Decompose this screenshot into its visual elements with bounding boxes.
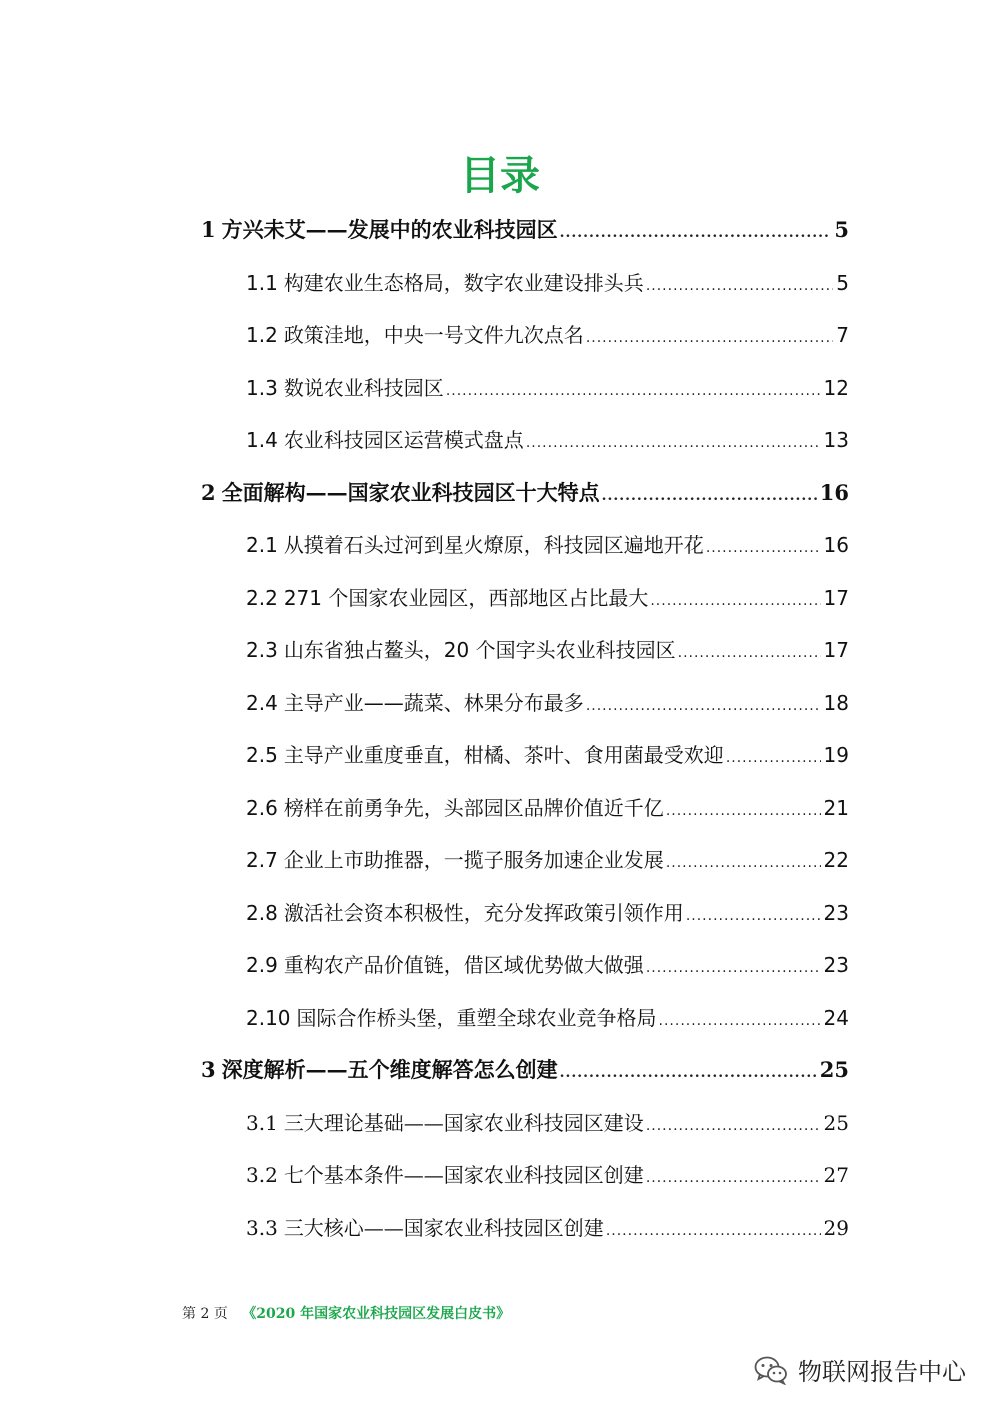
toc-leader-dots (446, 373, 821, 409)
footer-page-number: 第 2 页 (182, 1306, 228, 1322)
toc-entry-page: 16 (823, 533, 849, 557)
toc-leader-dots (646, 268, 833, 304)
toc-entry-title: 七个基本条件——国家农业科技园区创建 (283, 1163, 644, 1187)
toc-entry-number: 1.3 (246, 375, 278, 400)
toc-entry-title: 三大核心——国家农业科技园区创建 (283, 1215, 604, 1240)
toc-entry-page: 25 (823, 1110, 849, 1135)
toc-leader-dots (602, 478, 817, 514)
toc-entry-title: 数说农业科技园区 (283, 375, 444, 400)
toc-leader-dots (646, 1160, 821, 1196)
toc-entry-page: 16 (819, 479, 849, 505)
toc-entry-page: 5 (834, 217, 849, 242)
toc-leader-dots (646, 950, 821, 986)
toc-entry-page: 17 (823, 585, 849, 610)
toc-entry-number: 3.1 (246, 1110, 278, 1135)
toc-leader-dots (726, 740, 821, 776)
toc-entry-title: 全面解构——国家农业科技园区十大特点 (221, 479, 600, 505)
toc-entry[interactable] (201, 1052, 849, 1088)
toc-leader-dots (706, 530, 821, 566)
toc-entry-page: 12 (823, 375, 849, 400)
toc-entry-number: 2.1 (246, 533, 278, 557)
toc-entry-number: 2.3 (246, 638, 278, 662)
toc-entry-title: 方兴未艾——发展中的农业科技园区 (221, 217, 558, 242)
toc-entry-title: 榜样在前勇争先，头部园区品牌价值近千亿 (283, 795, 664, 820)
toc-entry-page: 21 (823, 795, 849, 820)
toc-entry-title: 政策洼地，中央一号文件九次点名 (283, 323, 584, 347)
toc-entry-number: 2.9 (246, 953, 278, 977)
toc-entry-title: 农业科技园区运营模式盘点 (283, 428, 524, 452)
toc-entry-title: 重构农产品价值链，借区域优势做大做强 (283, 953, 644, 977)
toc-entry-title: 山东省独占鳌头，20 个国字头农业科技园区 (283, 638, 676, 662)
toc-entry-title: 主导产业——蔬菜、林果分布最多 (283, 690, 584, 715)
toc-entry-page: 18 (823, 690, 849, 715)
footer-book-title: 《2020 年国家农业科技园区发展白皮书》 (242, 1306, 511, 1322)
toc-entry-page: 25 (819, 1057, 849, 1082)
toc-entry[interactable] (246, 895, 849, 931)
toc-entry-page: 17 (823, 638, 849, 662)
toc-entry-page: 23 (823, 900, 849, 925)
toc-entry-title: 构建农业生态格局，数字农业建设排头兵 (283, 270, 644, 295)
toc-entry-number: 2.4 (246, 690, 278, 715)
toc-entry[interactable] (201, 475, 849, 511)
watermark-text: 物联网报告中心 (798, 1358, 966, 1386)
toc-entry-page: 7 (836, 323, 849, 347)
toc-leader-dots (646, 1108, 821, 1144)
toc-entry[interactable] (246, 947, 849, 983)
toc-entry-number: 2.2 (246, 585, 278, 610)
toc-entry-title: 三大理论基础——国家农业科技园区建设 (283, 1110, 644, 1135)
toc-entry[interactable] (246, 737, 849, 773)
toc-leader-dots (666, 793, 821, 829)
toc-entry-number: 2.5 (246, 743, 278, 767)
toc-entry[interactable] (246, 1000, 849, 1036)
toc-entry-page: 23 (823, 953, 849, 977)
toc-leader-dots (659, 1003, 821, 1039)
toc-leader-dots (606, 1213, 821, 1249)
toc-entry[interactable] (246, 527, 849, 563)
toc-entry[interactable] (246, 685, 849, 721)
toc-entry-page: 13 (823, 428, 849, 452)
toc-leader-dots (560, 1055, 817, 1091)
toc-entry-title: 从摸着石头过河到星火燎原，科技园区遍地开花 (283, 533, 704, 557)
toc-entry-number: 3.3 (246, 1215, 278, 1240)
toc-entry[interactable] (246, 317, 849, 353)
toc-entry-number: 1.1 (246, 270, 278, 295)
toc-entry-number: 3.2 (246, 1163, 278, 1187)
toc-entry-number: 1.2 (246, 323, 278, 347)
toc-entry-page: 5 (836, 270, 849, 295)
toc-leader-dots (666, 845, 821, 881)
toc-entry-title: 国际合作桥头堡，重塑全球农业竞争格局 (296, 1005, 657, 1030)
toc-entry-number: 2.6 (246, 795, 278, 820)
toc-leader-dots (678, 635, 821, 671)
toc-entry-number: 2.7 (246, 848, 278, 872)
page-footer (182, 1303, 510, 1323)
toc-entry[interactable] (246, 1105, 849, 1141)
toc-entry-title: 深度解析——五个维度解答怎么创建 (221, 1057, 558, 1082)
toc-entry[interactable] (246, 842, 849, 878)
toc-leader-dots (586, 320, 833, 356)
toc-entry-page: 29 (823, 1215, 849, 1240)
toc-entry-title: 主导产业重度垂直，柑橘、茶叶、食用菌最受欢迎 (283, 743, 724, 767)
toc-entry[interactable] (201, 212, 849, 248)
toc-entry-number: 1 (201, 217, 216, 242)
toc-entry-page: 27 (823, 1163, 849, 1187)
toc-entry[interactable] (246, 422, 849, 458)
watermark (754, 1352, 966, 1387)
toc-entry-title: 激活社会资本积极性，充分发挥政策引领作用 (283, 900, 684, 925)
toc-entry[interactable] (246, 370, 849, 406)
toc-entry[interactable] (246, 265, 849, 301)
toc-entry-number: 3 (201, 1057, 216, 1082)
toc-leader-dots (526, 425, 821, 461)
toc-entry[interactable] (246, 790, 849, 826)
toc-leader-dots (586, 688, 821, 724)
wechat-icon (754, 1355, 788, 1385)
toc-entry-number: 2.10 (246, 1005, 291, 1030)
toc-leader-dots (686, 898, 821, 934)
page-title: 目录 (460, 153, 540, 199)
toc-entry-number: 2 (201, 479, 216, 505)
toc-entry[interactable] (246, 580, 849, 616)
toc-entry-page: 19 (823, 743, 849, 767)
toc-entry-title: 271 个国家农业园区，西部地区占比最大 (283, 585, 649, 610)
toc-leader-dots (560, 215, 832, 251)
toc-entry-title: 企业上市助推器，一揽子服务加速企业发展 (283, 848, 664, 872)
toc-entry[interactable] (246, 1210, 849, 1246)
toc-entry[interactable] (246, 632, 849, 668)
toc-leader-dots (650, 583, 820, 619)
toc-entry-page: 24 (823, 1005, 849, 1030)
toc-entry[interactable] (246, 1157, 849, 1193)
toc-entry-number: 2.8 (246, 900, 278, 925)
toc-entry-number: 1.4 (246, 428, 278, 452)
toc-entry-page: 22 (823, 848, 849, 872)
